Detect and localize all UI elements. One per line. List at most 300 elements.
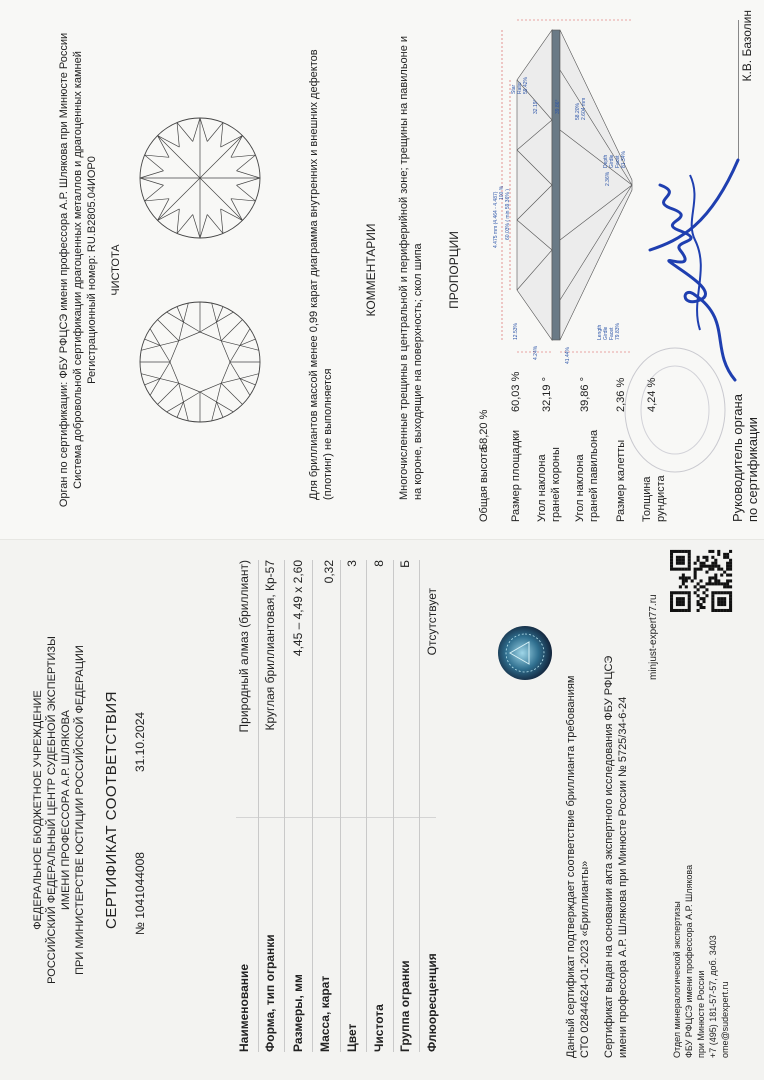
qr-module: [714, 574, 717, 577]
qr-module: [711, 550, 714, 553]
qr-module: [729, 609, 732, 612]
facet-line: [183, 303, 188, 322]
qr-module: [729, 603, 732, 606]
qr-module: [708, 582, 711, 585]
conformity-line2: СТО 02844624-01-2023 «Бриллианты»: [579, 860, 591, 1058]
facet-line: [236, 185, 255, 201]
qr-module: [717, 565, 720, 568]
qr-module: [697, 559, 700, 562]
diamond-crown-plot: [138, 300, 262, 424]
diagram-length-girdle-facet: 79.83%: [615, 323, 621, 340]
qr-module: [676, 600, 679, 603]
diagram-facet-label: Facet: [615, 155, 621, 168]
facet-line: [217, 402, 234, 412]
prop-label-crown-angle: Угол наклона: [536, 454, 548, 522]
facet-line: [200, 322, 217, 332]
facet-line: [183, 392, 200, 402]
qr-module: [714, 579, 717, 582]
facet-line: [236, 171, 260, 178]
qr-module: [705, 559, 708, 562]
qr-module: [702, 556, 705, 559]
comments-title: КОММЕНТАРИИ: [364, 223, 378, 317]
clarity-note-line2: (плотинг) не выполняется: [322, 368, 334, 500]
contact-phone: +7 (495) 181-57-57, доб. 3403: [708, 935, 718, 1058]
prop-label-girdle: Толщина: [641, 476, 653, 522]
qr-module: [679, 600, 682, 603]
qr-module: [717, 603, 720, 606]
qr-module: [726, 591, 729, 594]
qr-module: [679, 559, 682, 562]
qr-module: [705, 582, 708, 585]
facet-line: [240, 345, 259, 350]
facet-line: [217, 307, 223, 323]
prop-label-pavilion-angle: Угол наклона: [574, 454, 586, 522]
qr-module: [670, 550, 673, 553]
facet-line: [221, 209, 223, 234]
qr-module: [676, 559, 679, 562]
facet-line: [183, 402, 188, 421]
qr-module: [711, 562, 714, 565]
qr-module: [670, 559, 673, 562]
hologram-seal: [496, 624, 554, 682]
table-rule: [340, 560, 341, 1052]
qr-module: [688, 553, 691, 556]
qr-module: [720, 609, 723, 612]
qr-module: [670, 568, 673, 571]
header-line4: ПРИ МИНИСТЕРСТВЕ ЮСТИЦИИ РОССИЙСКОЙ ФЕДЕРАЦИИ: [74, 645, 86, 975]
qr-module: [676, 568, 679, 571]
qr-module: [711, 568, 714, 571]
qr-module: [723, 600, 726, 603]
property-value-dimensions: 4,45 – 4,49 x 2,60: [291, 560, 305, 657]
facet-line: [200, 383, 221, 392]
qr-module: [694, 591, 697, 594]
qr-module: [723, 609, 726, 612]
facet-line: [230, 345, 240, 362]
qr-module: [688, 609, 691, 612]
facet-line: [200, 332, 221, 341]
qr-module: [682, 576, 685, 579]
diagram-girdle-facet: 81.34%: [621, 151, 627, 168]
table-rule: [393, 560, 394, 1052]
diagram-length-girdle-label: Girdle: [603, 326, 609, 340]
facet-line: [150, 379, 160, 396]
qr-module: [676, 556, 679, 559]
qr-module: [723, 603, 726, 606]
qr-module: [726, 574, 729, 577]
qr-module: [708, 568, 711, 571]
qr-module: [670, 606, 673, 609]
property-label-fluorescence: Флюоресценция: [425, 953, 439, 1052]
facet-line: [207, 214, 223, 233]
facet-line: [231, 199, 256, 201]
qr-module: [714, 576, 717, 579]
comment-line1: Многочисленные трещины в центральной и периферийной зоне; трещины на павильоне и: [398, 35, 410, 500]
prop-value-table: 60,03 %: [510, 371, 522, 412]
facet-line: [240, 379, 256, 385]
qr-module: [685, 591, 688, 594]
diagram-culet: 2.36%: [605, 171, 611, 186]
diagram-depth-label: Depth: [603, 154, 609, 168]
qr-module: [711, 591, 714, 594]
qr-module: [685, 576, 688, 579]
qr-module: [702, 585, 705, 588]
qr-module: [676, 562, 679, 565]
facet-line: [200, 118, 207, 142]
qr-module: [670, 565, 673, 568]
qr-module: [714, 609, 717, 612]
facet-line: [179, 322, 184, 341]
qr-module: [694, 571, 697, 574]
prop-value-total-depth: 58,20 %: [478, 409, 490, 450]
facet-line: [217, 402, 223, 418]
qr-module: [688, 594, 691, 597]
qr-module: [679, 576, 682, 579]
qr-module: [682, 559, 685, 562]
qr-module: [723, 556, 726, 559]
property-label-clarity: Чистота: [372, 1004, 386, 1052]
property-value-weight: 0,32: [322, 560, 336, 584]
facet-line: [170, 341, 179, 362]
signature-line: [738, 20, 739, 160]
qr-module: [679, 591, 682, 594]
qr-module: [697, 568, 700, 571]
facet-line: [242, 320, 249, 329]
proportions-profile-diagram: [472, 10, 642, 360]
facet-line: [167, 402, 184, 412]
facet-line: [170, 362, 179, 383]
facet-line: [183, 322, 200, 332]
qr-module: [726, 609, 729, 612]
qr-module: [729, 591, 732, 594]
conformity-line3: Сертификат выдан на основании акта экспертного исследования ФБУ РФЦСЭ: [603, 655, 615, 1058]
qr-module: [682, 582, 685, 585]
facet-line: [145, 379, 161, 385]
header-line1: ФЕДЕРАЛЬНОЕ БЮДЖЕТНОЕ УЧРЕЖДЕНИЕ: [32, 690, 44, 930]
diagram-crown-height: 12.53%: [513, 323, 519, 340]
qr-module: [708, 579, 711, 582]
qr-module: [697, 594, 700, 597]
qr-module: [717, 582, 720, 585]
qr-module: [694, 574, 697, 577]
qr-module: [720, 597, 723, 600]
qr-module: [700, 565, 703, 568]
facet-line: [150, 329, 160, 346]
qr-module: [726, 556, 729, 559]
facet-line: [145, 155, 164, 171]
qr-code: [670, 550, 732, 612]
qr-module: [673, 591, 676, 594]
facet-line: [177, 123, 193, 142]
qr-module: [685, 585, 688, 588]
diagram-length-facet-label: Facet: [609, 327, 615, 340]
qr-module: [688, 559, 691, 562]
qr-module: [679, 585, 682, 588]
qr-module: [729, 559, 732, 562]
qr-module: [685, 609, 688, 612]
qr-module: [697, 588, 700, 591]
qr-module: [700, 597, 703, 600]
facet-line: [230, 362, 240, 379]
qr-module: [717, 597, 720, 600]
qr-module: [729, 568, 732, 571]
facet-line: [140, 178, 164, 185]
diamond-pavilion-plot: [138, 116, 262, 240]
lower-panel: [0, 540, 764, 1080]
qr-module: [670, 609, 673, 612]
facet-line: [221, 341, 230, 362]
facet-line: [177, 214, 193, 233]
qr-module: [729, 597, 732, 600]
diagram-girdle: 4.24%: [533, 345, 539, 360]
qr-module: [673, 568, 676, 571]
qr-module: [688, 568, 691, 571]
facet-line: [193, 118, 200, 142]
qr-module: [685, 579, 688, 582]
qr-module: [670, 556, 673, 559]
facet-line: [177, 123, 179, 148]
property-value-cut: Круглая бриллиантовая, Кр-57: [263, 560, 277, 731]
qr-module: [717, 600, 720, 603]
facet-line: [233, 404, 242, 411]
facet-line: [221, 379, 240, 384]
qr-module: [717, 550, 720, 553]
qr-module: [700, 606, 703, 609]
facet-line: [217, 312, 234, 322]
pavilion-outline: [560, 30, 632, 340]
qr-module: [679, 568, 682, 571]
facet-line: [158, 383, 179, 404]
qr-module: [729, 565, 732, 568]
table-divider: [236, 817, 436, 818]
qr-module: [708, 565, 711, 568]
facet-line: [177, 307, 183, 323]
qr-module: [723, 597, 726, 600]
certificate-number: № 1041044008: [133, 852, 147, 935]
qr-module: [670, 562, 673, 565]
facet-line: [240, 339, 256, 345]
qr-module: [682, 600, 685, 603]
property-label-cut-group: Группа огранки: [398, 960, 412, 1052]
qr-module: [720, 600, 723, 603]
qr-module: [670, 591, 673, 594]
facet-line: [200, 392, 217, 402]
qr-module: [700, 562, 703, 565]
qr-module: [714, 562, 717, 565]
facet-line: [160, 379, 179, 384]
contact-line2: ФБУ РФЦСЭ имени профессора А.Р. Шлякова: [684, 864, 694, 1058]
qr-module: [682, 574, 685, 577]
comment-line2: на короне, выходящие на поверхность; скол шипа: [412, 243, 424, 500]
qr-module: [694, 576, 697, 579]
qr-module: [676, 609, 679, 612]
property-value-name: Природный алмаз (бриллиант): [237, 560, 251, 733]
facet-line: [160, 362, 170, 379]
qr-module: [688, 600, 691, 603]
clarity-title: ЧИСТОТА: [110, 244, 122, 296]
qr-module: [714, 565, 717, 568]
conformity-line4: имени профессора А.Р. Шлякова при Минюсте России № 5725/34-6-24: [617, 696, 629, 1058]
qr-module: [670, 597, 673, 600]
facet-line: [221, 123, 223, 148]
facet-line: [212, 402, 217, 421]
qr-module: [720, 582, 723, 585]
prop-label-total-depth: Общая высота: [478, 446, 490, 522]
qr-module: [702, 606, 705, 609]
table-rule: [366, 560, 367, 1052]
qr-module: [702, 565, 705, 568]
qr-module: [711, 556, 714, 559]
diagram-depth-mm: 2.604 mm: [581, 97, 587, 120]
qr-module: [723, 585, 726, 588]
contact-line3: при Минюсте России: [696, 970, 706, 1058]
property-value-cut-group: Б: [398, 560, 412, 568]
qr-module: [720, 574, 723, 577]
qr-module: [688, 550, 691, 553]
qr-module: [679, 609, 682, 612]
qr-module: [682, 550, 685, 553]
faint-stamp: [620, 340, 730, 480]
qr-module: [688, 591, 691, 594]
table-rule: [419, 560, 420, 1052]
qr-module: [670, 553, 673, 556]
prop-label-culet: Размер калетты: [615, 439, 627, 522]
qr-module: [676, 591, 679, 594]
facet-line: [141, 374, 160, 379]
diagram-table-label: 60.03% ( min 59.36% ): [505, 189, 511, 240]
prop-label-crown-angle-2: граней короны: [550, 447, 562, 522]
qr-module: [717, 568, 720, 571]
qr-module: [726, 579, 729, 582]
qr-module: [729, 606, 732, 609]
prop-label-girdle-2: рундиста: [655, 475, 667, 522]
header-line2: РОССИЙСКИЙ ФЕДЕРАЛЬНЫЙ ЦЕНТР СУДЕБНОЙ ЭКСПЕРТИЗЫ: [46, 636, 58, 984]
qr-module: [691, 579, 694, 582]
facet-line: [179, 332, 200, 341]
diagram-diameter-pct: 100 %: [499, 185, 505, 200]
qr-module: [682, 603, 685, 606]
prop-value-girdle: 4,24 %: [646, 377, 658, 412]
qr-module: [726, 562, 729, 565]
qr-module: [670, 603, 673, 606]
facet-line: [177, 402, 183, 418]
website-link[interactable]: minjust-expert77.ru: [648, 594, 659, 680]
qr-module: [676, 597, 679, 600]
lower-panel-content: [0, 540, 764, 1080]
facet-line: [200, 214, 207, 238]
qr-module: [714, 559, 717, 562]
qr-module: [711, 565, 714, 568]
qr-module: [694, 562, 697, 565]
qr-module: [676, 603, 679, 606]
prop-value-culet: 2,36 %: [615, 377, 627, 412]
qr-module: [717, 553, 720, 556]
qr-module: [723, 553, 726, 556]
qr-module: [679, 550, 682, 553]
certification-body-line2: Система добровольной сертификации драгоценных металлов и драгоценных камней: [72, 51, 84, 489]
diagram-girdle-label: Girdle: [609, 154, 615, 168]
qr-module: [688, 597, 691, 600]
facet-line: [150, 395, 157, 404]
qr-module: [705, 571, 708, 574]
facet-line: [145, 339, 161, 345]
qr-module: [697, 603, 700, 606]
qr-module: [679, 603, 682, 606]
facet-line: [240, 379, 250, 396]
qr-module: [717, 609, 720, 612]
qr-module: [711, 600, 714, 603]
qr-module: [726, 553, 729, 556]
contact-line1: Отдел минералогической экспертизы: [672, 901, 682, 1058]
qr-module: [714, 591, 717, 594]
certification-body-line1: Орган по сертификации: ФБУ РФЦСЭ имени профессора А.Р. Шлякова при Минюсте России: [58, 32, 70, 508]
certification-body-line3: Регистрационный номер: RU.B2805.04ИОР0: [86, 156, 98, 384]
qr-module: [697, 600, 700, 603]
table-rule: [258, 560, 259, 1052]
qr-module: [711, 603, 714, 606]
qr-module: [729, 550, 732, 553]
qr-module: [717, 591, 720, 594]
qr-module: [729, 574, 732, 577]
qr-module: [720, 591, 723, 594]
conformity-line1: Данный сертификат подтверждает соответствие бриллианта требованиям: [565, 675, 577, 1058]
qr-module: [729, 562, 732, 565]
qr-module: [670, 594, 673, 597]
facet-line: [221, 362, 230, 383]
qr-module: [700, 568, 703, 571]
facet-line: [160, 345, 170, 362]
facet-line: [145, 199, 170, 201]
facet-line: [158, 320, 179, 341]
qr-module: [682, 591, 685, 594]
facet-line: [217, 383, 222, 402]
qr-module: [702, 597, 705, 600]
property-label-weight: Масса, карат: [318, 975, 332, 1052]
qr-module: [688, 556, 691, 559]
qr-module: [700, 579, 703, 582]
property-label-cut: Форма, тип огранки: [263, 934, 277, 1052]
prop-value-pavilion-angle: 39,86 °: [579, 377, 591, 412]
qr-module: [682, 568, 685, 571]
qr-module: [714, 582, 717, 585]
facet-line: [167, 312, 184, 322]
facet-line: [221, 383, 242, 404]
clarity-note-line1: Для бриллиантов массой менее 0,99 карат диаграмма внутренних и внешних дефектов: [308, 49, 320, 500]
qr-module: [697, 556, 700, 559]
qr-module: [726, 585, 729, 588]
qr-module: [720, 568, 723, 571]
table-rule: [312, 560, 313, 1052]
qr-module: [685, 550, 688, 553]
qr-module: [702, 591, 705, 594]
property-label-dimensions: Размеры, мм: [291, 974, 305, 1052]
facet-line: [221, 320, 242, 341]
qr-module: [729, 600, 732, 603]
facet-line: [179, 383, 184, 402]
diagram-pavilion-angle: 39.86°: [555, 99, 561, 114]
contact-email[interactable]: ome@sudexpert.ru: [720, 981, 730, 1058]
certificate-title: СЕРТИФИКАТ СООТВЕТСТВИЯ: [103, 691, 120, 929]
property-value-color: 3: [345, 560, 359, 567]
qr-module: [711, 594, 714, 597]
qr-module: [688, 562, 691, 565]
facet-line: [179, 383, 200, 392]
signatory-name: К.В. Базолин: [740, 10, 754, 82]
qr-module: [729, 579, 732, 582]
property-value-fluorescence: Отсутствует: [425, 588, 439, 656]
facet-line: [141, 345, 160, 350]
qr-module: [688, 603, 691, 606]
